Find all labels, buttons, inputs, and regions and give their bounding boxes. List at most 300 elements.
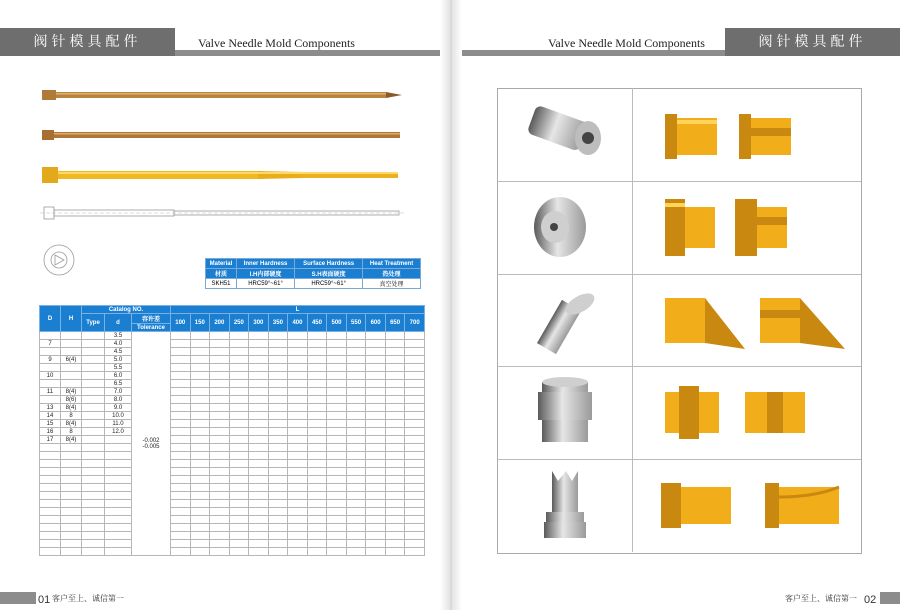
cell-L xyxy=(229,436,249,444)
cell-L xyxy=(405,460,425,468)
cell-type xyxy=(82,396,105,404)
cell-L xyxy=(346,452,366,460)
cell-D xyxy=(40,548,61,556)
cell-L xyxy=(405,524,425,532)
surface-hardness-header: Surface Hardness xyxy=(295,259,363,269)
cell-L xyxy=(229,540,249,548)
cell-L xyxy=(171,500,191,508)
cell-L xyxy=(327,428,347,436)
cell-L xyxy=(346,412,366,420)
cell-type xyxy=(82,524,105,532)
cell-L xyxy=(385,452,405,460)
cell-L xyxy=(229,516,249,524)
cell-type xyxy=(82,332,105,340)
cell-L xyxy=(249,388,269,396)
cell-L xyxy=(307,436,327,444)
cell-L xyxy=(307,460,327,468)
catalog-no-header: Catalog NO. xyxy=(82,306,171,314)
cell-L xyxy=(366,468,386,476)
cell-L xyxy=(366,356,386,364)
cell-L xyxy=(190,508,210,516)
cell-L xyxy=(210,444,230,452)
cell-type xyxy=(82,428,105,436)
cell-L xyxy=(327,524,347,532)
cell-d: 5.5 xyxy=(105,364,132,372)
L-700: 700 xyxy=(405,314,425,332)
cell-L xyxy=(307,356,327,364)
cell-L xyxy=(288,468,308,476)
cell-H xyxy=(61,340,82,348)
cell-L xyxy=(405,476,425,484)
cell-L xyxy=(171,348,191,356)
cell-L xyxy=(346,364,366,372)
surface-hardness-value: HRC59°~61° xyxy=(295,279,363,289)
cell-L xyxy=(190,516,210,524)
cell-L xyxy=(249,372,269,380)
table-row xyxy=(40,508,425,516)
right-footer-slogan: 客户至上、诚信第一 xyxy=(785,594,857,603)
cell-L xyxy=(249,548,269,556)
cell-L xyxy=(307,500,327,508)
right-header-cn-title: 阀针模具配件 xyxy=(725,28,900,56)
cell-L xyxy=(190,404,210,412)
cell-L xyxy=(405,356,425,364)
col-tolerance-en: Tolerance xyxy=(132,324,171,332)
cell-L xyxy=(307,364,327,372)
cell-L xyxy=(249,532,269,540)
cell-L xyxy=(249,476,269,484)
cell-D xyxy=(40,380,61,388)
L-550: 550 xyxy=(346,314,366,332)
cell-L xyxy=(249,412,269,420)
cell-L xyxy=(346,380,366,388)
cell-L xyxy=(307,532,327,540)
cell-L xyxy=(366,500,386,508)
cell-L xyxy=(288,388,308,396)
cell-L xyxy=(229,388,249,396)
cell-L xyxy=(229,364,249,372)
cell-L xyxy=(346,532,366,540)
catalog-body xyxy=(40,332,425,556)
cell-L xyxy=(268,548,288,556)
cell-L xyxy=(190,476,210,484)
table-row xyxy=(40,420,425,428)
cell-L xyxy=(307,428,327,436)
cell-L xyxy=(171,548,191,556)
L-200: 200 xyxy=(210,314,230,332)
cell-L xyxy=(190,364,210,372)
cell-L xyxy=(327,412,347,420)
cell-L xyxy=(385,436,405,444)
cell-L xyxy=(288,396,308,404)
cell-L xyxy=(171,508,191,516)
cell-L xyxy=(249,452,269,460)
cell-L xyxy=(307,372,327,380)
cell-L xyxy=(210,372,230,380)
cell-L xyxy=(288,484,308,492)
cell-L xyxy=(307,492,327,500)
cell-L xyxy=(346,460,366,468)
cell-L xyxy=(190,348,210,356)
cell-L xyxy=(288,492,308,500)
cell-L xyxy=(346,404,366,412)
cell-D xyxy=(40,364,61,372)
cell-L xyxy=(366,404,386,412)
cell-L xyxy=(249,500,269,508)
cell-L xyxy=(405,428,425,436)
component-photo xyxy=(510,189,620,266)
cell-type xyxy=(82,388,105,396)
cell-H xyxy=(61,460,82,468)
cell-type xyxy=(82,364,105,372)
cell-H xyxy=(61,364,82,372)
left-page-number: 01 xyxy=(38,594,51,606)
cell-H: 6(4) xyxy=(61,356,82,364)
table-row xyxy=(40,500,425,508)
table-row xyxy=(40,484,425,492)
cell-type xyxy=(82,404,105,412)
cell-H: 8(4) xyxy=(61,436,82,444)
cell-L xyxy=(366,476,386,484)
cell-L xyxy=(346,476,366,484)
cell-L xyxy=(366,380,386,388)
cell-L xyxy=(249,492,269,500)
cell-L xyxy=(268,380,288,388)
cell-type xyxy=(82,500,105,508)
cell-L xyxy=(405,412,425,420)
cell-L xyxy=(249,380,269,388)
cell-L xyxy=(366,372,386,380)
cell-L xyxy=(268,372,288,380)
L-100: 100 xyxy=(171,314,191,332)
cell-L xyxy=(366,444,386,452)
cell-L xyxy=(288,420,308,428)
cell-L xyxy=(385,356,405,364)
cell-H xyxy=(61,508,82,516)
cell-D xyxy=(40,540,61,548)
cell-L xyxy=(327,468,347,476)
cell-L xyxy=(327,476,347,484)
cell-d: 6.0 xyxy=(105,372,132,380)
cell-L xyxy=(210,492,230,500)
cell-L xyxy=(288,516,308,524)
cell-d xyxy=(105,452,132,460)
cell-d: 9.0 xyxy=(105,404,132,412)
cell-L xyxy=(229,420,249,428)
cell-L xyxy=(385,340,405,348)
cell-L xyxy=(346,516,366,524)
heat-treatment-value: 真空处理 xyxy=(363,279,421,289)
grid-row-divider xyxy=(497,366,861,367)
tolerance-lower: -0.005 xyxy=(142,443,160,450)
cell-type xyxy=(82,372,105,380)
cell-L xyxy=(249,428,269,436)
cell-type xyxy=(82,380,105,388)
cell-L xyxy=(171,484,191,492)
cell-L xyxy=(366,532,386,540)
cell-L xyxy=(385,332,405,340)
table-row xyxy=(40,348,425,356)
cell-L xyxy=(210,404,230,412)
cell-L xyxy=(171,452,191,460)
cell-L xyxy=(346,548,366,556)
cell-L xyxy=(171,540,191,548)
cell-L xyxy=(190,444,210,452)
cell-L xyxy=(210,340,230,348)
cell-D: 16 xyxy=(40,428,61,436)
cell-L xyxy=(268,540,288,548)
inner-hardness-header-cn: I.H内部硬度 xyxy=(236,269,294,279)
left-header-cn-title: 阀针模具配件 xyxy=(0,28,175,56)
cell-L xyxy=(229,468,249,476)
cell-L xyxy=(249,516,269,524)
cell-H xyxy=(61,524,82,532)
cell-L xyxy=(268,340,288,348)
cell-L xyxy=(327,484,347,492)
component-3d-model xyxy=(655,286,855,355)
cell-L xyxy=(268,348,288,356)
cell-type xyxy=(82,484,105,492)
L-450: 450 xyxy=(307,314,327,332)
cell-L xyxy=(346,524,366,532)
cell-L xyxy=(288,372,308,380)
cell-L xyxy=(171,388,191,396)
cell-L xyxy=(171,372,191,380)
cell-L xyxy=(405,396,425,404)
cell-L xyxy=(405,348,425,356)
table-row xyxy=(40,436,425,444)
component-3d-model xyxy=(655,378,855,447)
catalog-table xyxy=(39,305,425,556)
cell-d: 10.0 xyxy=(105,412,132,420)
cell-L xyxy=(346,500,366,508)
cell-d: 7.0 xyxy=(105,388,132,396)
cell-L xyxy=(229,460,249,468)
cell-D xyxy=(40,396,61,404)
cell-L xyxy=(385,508,405,516)
cell-d: 4.5 xyxy=(105,348,132,356)
grid-column-divider xyxy=(632,88,633,552)
cell-L xyxy=(268,524,288,532)
cell-L xyxy=(307,388,327,396)
cell-H: 8(4) xyxy=(61,388,82,396)
cell-L xyxy=(229,380,249,388)
cell-L xyxy=(327,452,347,460)
cell-L xyxy=(366,484,386,492)
cell-L xyxy=(190,460,210,468)
cell-D xyxy=(40,348,61,356)
cell-L xyxy=(327,508,347,516)
inner-hardness-header: Inner Hardness xyxy=(236,259,294,269)
left-header-en-title: Valve Needle Mold Components xyxy=(198,36,355,50)
material-header-cn: 材质 xyxy=(206,269,237,279)
material-header: Material xyxy=(206,259,237,269)
cell-L xyxy=(229,404,249,412)
cell-type xyxy=(82,468,105,476)
cell-L xyxy=(268,436,288,444)
cell-L xyxy=(288,404,308,412)
cell-L xyxy=(327,444,347,452)
cell-L xyxy=(385,524,405,532)
cell-L xyxy=(327,460,347,468)
cell-d xyxy=(105,436,132,444)
left-footer-slogan: 客户至上、诚信第一 xyxy=(52,594,124,603)
cell-L xyxy=(288,332,308,340)
cell-L xyxy=(210,468,230,476)
cell-D xyxy=(40,508,61,516)
cell-d: 4.0 xyxy=(105,340,132,348)
L-250: 250 xyxy=(229,314,249,332)
cell-L xyxy=(405,420,425,428)
cell-H xyxy=(61,500,82,508)
cell-L xyxy=(288,476,308,484)
cell-L xyxy=(307,396,327,404)
cell-d: 3.5 xyxy=(105,332,132,340)
table-row xyxy=(40,476,425,484)
col-d-header: d xyxy=(105,314,132,332)
cell-L xyxy=(210,508,230,516)
cell-L xyxy=(190,428,210,436)
cell-L xyxy=(288,428,308,436)
cell-d xyxy=(105,500,132,508)
cell-D: 11 xyxy=(40,388,61,396)
cell-L xyxy=(249,540,269,548)
cell-L xyxy=(229,524,249,532)
cell-L xyxy=(249,396,269,404)
cell-L xyxy=(346,428,366,436)
cell-L xyxy=(405,380,425,388)
cell-L xyxy=(405,468,425,476)
cell-L xyxy=(268,444,288,452)
cell-type xyxy=(82,348,105,356)
cell-L xyxy=(346,540,366,548)
cell-L xyxy=(288,380,308,388)
cell-L xyxy=(307,468,327,476)
cell-d xyxy=(105,532,132,540)
cell-L xyxy=(346,444,366,452)
cell-L xyxy=(249,364,269,372)
cell-L xyxy=(366,412,386,420)
col-L-header: L xyxy=(171,306,425,314)
cell-L xyxy=(366,460,386,468)
cell-L xyxy=(307,484,327,492)
L-600: 600 xyxy=(366,314,386,332)
table-row xyxy=(40,532,425,540)
cell-L xyxy=(288,508,308,516)
cell-L xyxy=(385,420,405,428)
cell-L xyxy=(171,364,191,372)
cell-L xyxy=(171,476,191,484)
cell-D xyxy=(40,532,61,540)
cell-H xyxy=(61,476,82,484)
cell-H: 8 xyxy=(61,412,82,420)
cell-L xyxy=(366,388,386,396)
cell-L xyxy=(229,340,249,348)
cell-L xyxy=(249,524,269,532)
cell-L xyxy=(288,364,308,372)
cell-L xyxy=(268,364,288,372)
cell-L xyxy=(268,500,288,508)
cell-L xyxy=(346,396,366,404)
cell-d xyxy=(105,468,132,476)
cell-L xyxy=(268,356,288,364)
table-row xyxy=(40,428,425,436)
cell-L xyxy=(190,548,210,556)
cell-L xyxy=(229,444,249,452)
cell-L xyxy=(190,484,210,492)
cell-d xyxy=(105,460,132,468)
cell-L xyxy=(229,372,249,380)
cell-L xyxy=(307,508,327,516)
cell-L xyxy=(210,524,230,532)
cell-L xyxy=(405,388,425,396)
cell-L xyxy=(385,412,405,420)
cell-L xyxy=(346,436,366,444)
cell-L xyxy=(385,380,405,388)
table-row xyxy=(40,356,425,364)
cell-L xyxy=(249,332,269,340)
cell-L xyxy=(210,532,230,540)
pin-image-2 xyxy=(40,128,406,142)
cell-L xyxy=(210,548,230,556)
left-footer-bar xyxy=(0,592,36,604)
cell-type xyxy=(82,548,105,556)
cell-L xyxy=(385,484,405,492)
cell-d: 6.5 xyxy=(105,380,132,388)
cell-L xyxy=(385,348,405,356)
cell-L xyxy=(171,412,191,420)
table-row xyxy=(40,524,425,532)
cell-L xyxy=(190,452,210,460)
cell-L xyxy=(171,380,191,388)
cell-L xyxy=(366,340,386,348)
table-row xyxy=(40,540,425,548)
cell-D: 14 xyxy=(40,412,61,420)
cell-L xyxy=(229,484,249,492)
cell-L xyxy=(171,340,191,348)
cell-d xyxy=(105,540,132,548)
col-H-header: H xyxy=(61,306,82,332)
cell-H xyxy=(61,348,82,356)
cell-L xyxy=(210,332,230,340)
cell-type xyxy=(82,340,105,348)
cell-L xyxy=(210,452,230,460)
cell-L xyxy=(288,412,308,420)
cell-L xyxy=(307,380,327,388)
cell-type xyxy=(82,412,105,420)
cell-L xyxy=(229,548,249,556)
table-row xyxy=(40,388,425,396)
cell-L xyxy=(366,492,386,500)
cell-D: 7 xyxy=(40,340,61,348)
pin-end-view-drawing xyxy=(42,243,76,277)
cell-L xyxy=(327,380,347,388)
cell-L xyxy=(385,396,405,404)
cell-L xyxy=(327,420,347,428)
cell-H xyxy=(61,484,82,492)
right-header-en-title: Valve Needle Mold Components xyxy=(548,36,705,50)
L-350: 350 xyxy=(268,314,288,332)
cell-L xyxy=(229,356,249,364)
cell-L xyxy=(327,516,347,524)
cell-L xyxy=(405,500,425,508)
cell-H xyxy=(61,548,82,556)
cell-L xyxy=(385,492,405,500)
cell-L xyxy=(405,492,425,500)
cell-L xyxy=(171,444,191,452)
cell-L xyxy=(268,412,288,420)
material-value: SKH51 xyxy=(206,279,237,289)
